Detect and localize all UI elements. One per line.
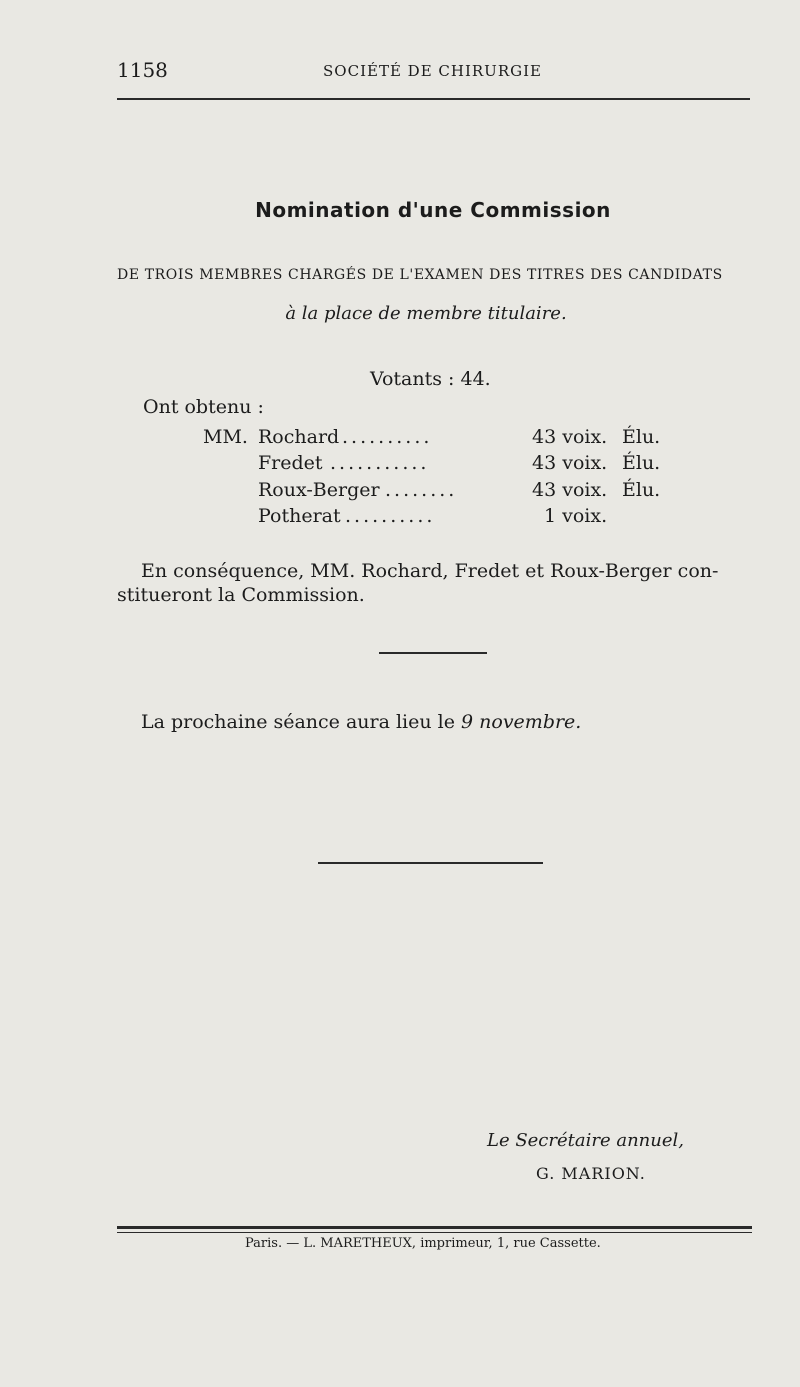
vote-row: [0, 452, 800, 478]
next-session-announcement: [141, 711, 581, 733]
candidate-name: Potherat: [258, 505, 341, 527]
vote-count: 43 voix.: [532, 479, 608, 501]
vote-row: [0, 505, 800, 531]
dot-leader: ..........: [345, 505, 436, 527]
vote-result: Élu.: [622, 452, 661, 474]
signature-name: G. MARION.: [536, 1164, 646, 1183]
header-rule: [117, 98, 750, 100]
running-head: SOCIÉTÉ DE CHIRURGIE: [323, 62, 542, 80]
dot-leader: ........: [385, 479, 458, 501]
dot-leader: ...........: [330, 452, 430, 474]
vote-result: Élu.: [622, 479, 661, 501]
consequence-line-2: stitueront la Commission.: [117, 584, 365, 606]
vote-count: 43 voix.: [532, 452, 608, 474]
vote-row: [0, 426, 800, 452]
footer-rule-thin: [117, 1232, 752, 1233]
vote-result: Élu.: [622, 426, 661, 448]
announcement-date: 9 novembre.: [461, 711, 582, 733]
footer-rule-thick: [117, 1226, 752, 1229]
candidate-name: Rochard: [258, 426, 340, 448]
printer-imprint: Paris. — L. MARETHEUX, imprimeur, 1, rue Cassette.: [245, 1236, 601, 1251]
vote-prefix: MM.: [203, 426, 248, 448]
obtenu-line: Ont obtenu :: [143, 396, 264, 418]
announcement-text: La prochaine séance aura lieu le: [141, 711, 462, 733]
section-subtitle-italic: à la place de membre titulaire.: [285, 303, 567, 324]
section-title: Nomination d'une Commission: [255, 198, 611, 222]
page-number: 1158: [117, 58, 168, 82]
vote-row: [0, 479, 800, 505]
closing-rule: [318, 862, 543, 864]
vote-count: 1 voix.: [544, 505, 608, 527]
vote-count: 43 voix.: [532, 426, 608, 448]
candidate-name: Fredet: [258, 452, 323, 474]
signature-role: Le Secrétaire annuel,: [487, 1130, 684, 1151]
consequence-line-1: En conséquence, MM. Rochard, Fredet et Roux-Berger con-: [141, 560, 719, 582]
candidate-name: Roux-Berger: [258, 479, 380, 501]
dot-leader: ..........: [342, 426, 433, 448]
section-subtitle: DE TROIS MEMBRES CHARGÉS DE L'EXAMEN DES TITRES DES CANDIDATS: [117, 267, 723, 283]
votants-line: Votants : 44.: [370, 368, 491, 390]
separator-rule: [379, 652, 487, 654]
